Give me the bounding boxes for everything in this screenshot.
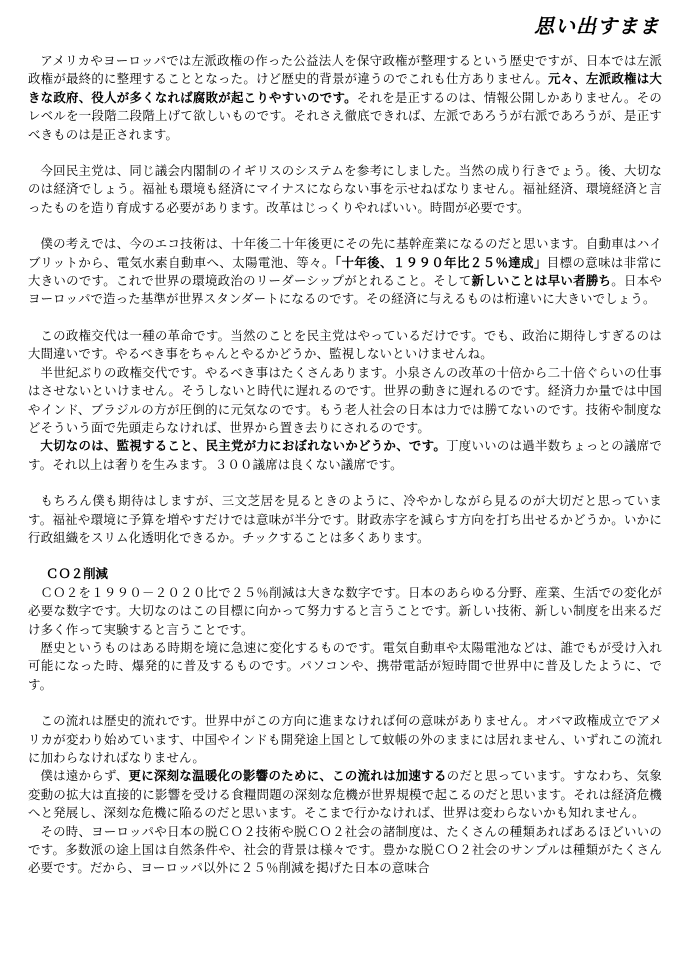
paragraph-5: 半世紀ぶりの政権交代です。やるべき事はたくさんあります。小泉さんの改革の十倍から二十倍ぐらいの仕事はさせないといけません。そうしないと時代に遅れるのです。世界の動きに遅れるのです。経済力か量では中国やインド、ブラジルの方が圧倒的に元気なのです。もう老人社会の日本は力では勝てないのです。技術や制度などそういう面で先頭走らなければ、世界から置き去りにされるのです。 — [28, 364, 662, 435]
spacer — [28, 309, 662, 327]
spacer — [28, 144, 662, 162]
paragraph-6-bold: 大切なのは、監視すること、民主党が力におぼれないかどうか、です。 — [40, 438, 447, 454]
paragraph-12: その時、ヨーロッパや日本の脱ＣＯ２技術や脱ＣＯ２社会の諸制度は、たくさんの種類あればあるほどいいのです。多数派の途上国は自然条件や、社会的背景は様々です。豊かな脱ＣＯ２社会のサンプルは種類がたくさん必要です。だから、ヨーロッパ以外に２５％削減を掲げた日本の意味合 — [28, 823, 662, 876]
paragraph-3 — [28, 235, 662, 309]
paragraph-6 — [28, 437, 662, 474]
paragraph-1-text-c: それを是正するのは、情報公開しかありません。そのレベルを一段階二段階上げて欲しいものです。それさえ徹底できれば、左派であろうが右派であろうが、是正すべきものは是正されます。 — [28, 89, 662, 142]
paragraph-10: この流れは歴史的流れです。世界中がこの方向に進まなければ何の意味がありません。オバマ政権成立でアメリカが変わり始めています、中国やインドも開発途上国として蚊帳の外のままには居れません、いずれこの流れに加わらなければなりません。 — [28, 713, 662, 765]
page-title: 思い出すまま — [534, 14, 660, 38]
paragraph-6-text-b: 丁度いいのは過半数ちょっとの議席です。それ以上は奢りを生みます。３００議席は良くない議席です。 — [28, 438, 662, 472]
paragraph-4: この政権交代は一種の革命です。当然のことを民主党はやっているだけです。でも、政治に期待しすぎるのは大間違いです。やるべき事をちゃんとやるかどうか、監視しないといけませんね。 — [28, 327, 662, 362]
spacer — [28, 547, 662, 565]
paragraph-1-bold: 元々、左派政権は大きな政府、役人が多くなれば腐敗が起こりやすいのです。 — [28, 71, 662, 105]
section-heading-co2: ＣＯ２削減 — [46, 566, 108, 582]
paragraph-11-text-a: 僕は遠からず、 — [40, 768, 129, 784]
paragraph-3-text-c: 目標の意味は非常に大きいのです。これで世界の環境政治のリーダーシップがとれること。そして — [28, 254, 662, 289]
paragraph-1 — [28, 52, 662, 144]
paragraph-1-text-a: アメリカやヨーロッパでは左派政権の作った公益法人を保守政権が整理するという歴史ですが、日本では左派政権が最終的に整理することとなった。けど歴史的背景が違うのでこれも仕方ありません。 — [28, 53, 662, 87]
spacer — [28, 217, 662, 235]
paragraph-11-text-c: のだと思っています。すなわち、気象変動の拡大は直接的に影響を受ける食糧問題の深刻な危機が世界規模で起こるのだと思います。それは経済危機へと発展し、深刻な危機に陥るのだと思います。そこまで行かなければ、世界は変わらないかも知れません。 — [28, 768, 662, 821]
paragraph-2: 今回民主党は、同じ議会内閣制のイギリスのシステムを参考にしました。当然の成り行きでょう。後、大切なのは経済でしょう。福祉も環境も経済にマイナスにならない事を示せねばなりません。福祉経済、環境経済と言ったものを造り育成する必要があります。改革はじっくりやればいい。時間が必要です。 — [28, 163, 662, 215]
spacer — [28, 474, 662, 492]
paragraph-11 — [28, 767, 662, 822]
paragraph-3-text-a: 僕の考えでは、今のエコ技術は、十年後二十年後更にその先に基幹産業になるのだと思います。自動車はハイブリットから、電気水素自動車へ、太陽電池、等々。 — [28, 236, 662, 270]
paragraph-8: ＣＯ２を１９９０－２０２０比で２５％削減は大きな数字です。日本のあらゆる分野、産業、生活での変化が必要な数字です。大切なのはこの目標に向かって努力すると言うことです。新しい技術、新しい制度を出来るだけ多く作って実験すると言うことです。 — [28, 584, 662, 637]
paragraph-9: 歴史というものはある時期を境に急速に変化するものです。電気自動車や太陽電池などは、誰でもが受け入れ可能になった時、爆発的に普及するものです。パソコンや、携帯電話が短時間で世界中に普及したように、です。 — [28, 639, 662, 692]
paragraph-7: もちろん僕も期待はしますが、三文芝居を見るときのように、冷やかしながら見るのが大切だと思っています。福祉や環境に予算を増やすだけでは意味が半分です。財政赤字を減らす方向を打ち出せるかどうか。いかに行政組織をスリム化透明化できるか。チックすることは多くあります。 — [28, 493, 662, 545]
paragraph-3-bold-first: 新しいことは早い者勝ち — [471, 273, 612, 289]
spacer — [28, 694, 662, 712]
paragraph-11-bold: 更に深刻な温暖化の影響のために、この流れは加速する — [128, 768, 447, 784]
paragraph-3-bold-target: 「十年後、１９９０年比２５％達成」 — [334, 254, 547, 270]
paragraph-3-text-e: 。日本やヨーロッパで造った基準が世界スタンダートになるのです。その経済に与えるものは桁違いに大きいでしょう。 — [28, 273, 663, 307]
